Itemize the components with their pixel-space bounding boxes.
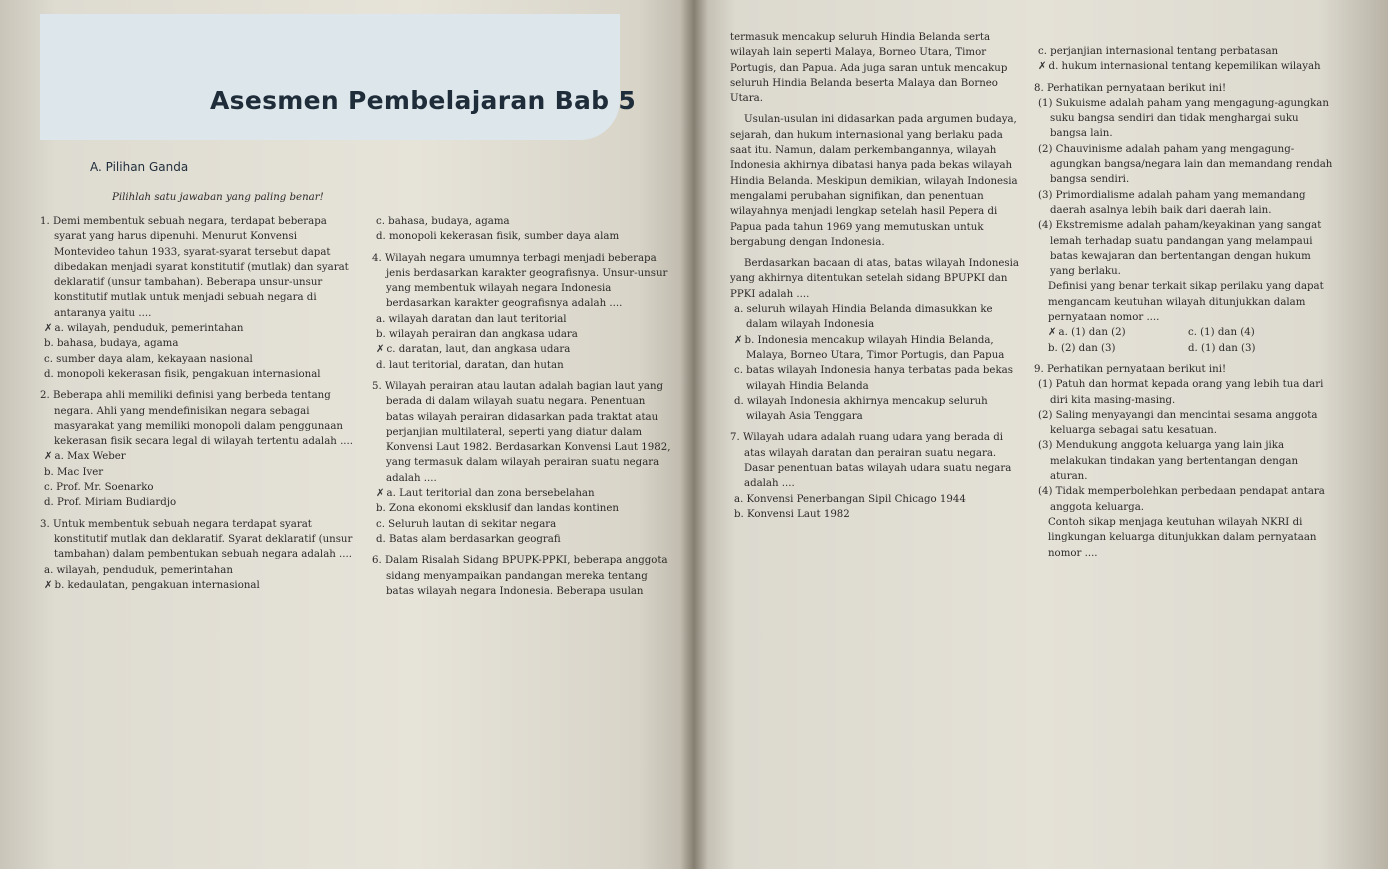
option-3b: ✗ b. kedaulatan, pengakuan internasional	[44, 579, 260, 591]
question-6-prompt: Berdasarkan bacaan di atas, batas wilayah Indonesia yang akhirnya ditentukan setelah sidang BPUPKI dan PPKI adalah ....	[730, 258, 1019, 300]
option-8c: c. (1) dan (4)	[1188, 327, 1255, 339]
check-mark-icon: ✗	[44, 323, 53, 335]
option-8a: ✗ a. (1) dan (2)	[1048, 327, 1126, 339]
option-5c: c. Seluruh lautan di sekitar negara	[376, 518, 557, 530]
option-4c: ✗ c. daratan, laut, dan angkasa udara	[376, 344, 571, 356]
question-3: 3. Untuk membentuk sebuah negara terdapat syarat konstitutif mutlak dan deklaratif. Syarat deklaratif (unsur tambahan) dalam pembentukan sebuah negara adalah ....	[40, 518, 353, 561]
option-5d: d. Batas alam berdasarkan geografi	[376, 533, 561, 545]
option-4a: a. wilayah daratan dan laut teritorial	[376, 313, 567, 325]
statement-9-2: (2) Saling menyayangi dan mencintai sesama anggota keluarga sebagai satu kesatuan.	[1038, 409, 1318, 437]
option-7c: c. perjanjian internasional tentang perbatasan	[1038, 46, 1279, 57]
option-8d: d. (1) dan (3)	[1188, 342, 1256, 354]
passage-2: Usulan-usulan ini didasarkan pada argumen budaya, sejarah, dan hukum internasional yang berlaku pada saat itu. Namun, dalam perkembangannya, wilayah Indonesia akhirnya dibatasi hanya pada bekas wilayah Hindia Belanda. Meskipun demikian, wilayah Indonesia mengalami perubahan signifikan, dan penentuan wilayahnya menjadi lengkap setelah hasil Pepera di Papua pada tahun 1969 yang memutuskan untuk bergabung dengan Indonesia.	[730, 114, 1018, 248]
question-5: 5. Wilayah perairan atau lautan adalah bagian laut yang berada di dalam wilayah suatu negara. Penentuan batas wilayah perairan didasarkan pada traktat atau perjanjian multilateral, seperti yang diatur dalam Konvensi Laut 1982. Berdasarkan Konvensi Laut 1982, yang termasuk dalam wilayah perairan suatu negara adalah ....	[372, 380, 671, 484]
left-column-1	[40, 214, 356, 593]
statement-9-3: (3) Mendukung anggota keluarga yang lain jika melakukan tindakan yang bertentangan dengan aturan.	[1038, 440, 1299, 483]
question-1: 1. Demi membentuk sebuah negara, terdapat beberapa syarat yang harus dipenuhi. Menurut Konvensi Montevideo tahun 1933, syarat-syarat tersebut dapat dibedakan menjadi syarat konstitutif (mutlak) dan syarat deklaratif (unsur tambahan). Beberapa unsur-unsur konstitutif mutlak untuk menjadi sebuah negara di antaranya yaitu ....	[40, 216, 349, 319]
passage-1: termasuk mencakup seluruh Hindia Belanda serta wilayah lain seperti Malaya, Borneo Utara, Timor Portugis, dan Papua. Ada juga saran untuk mencakup seluruh Hindia Belanda beserta Malaya dan Borneo Utara.	[730, 32, 1008, 105]
question-4: 4. Wilayah negara umumnya terbagi menjadi beberapa jenis berdasarkan karakter geografisnya. Unsur-unsur yang membentuk wilayah negara Indonesia berdasarkan karakter geografisnya adalah ....	[372, 252, 668, 310]
check-mark-icon: ✗	[376, 488, 385, 500]
options-row-8-1	[1034, 325, 1334, 340]
option-2d: d. Prof. Miriam Budiardjo	[44, 497, 177, 509]
right-page	[694, 0, 1388, 869]
option-4d: d. laut teritorial, daratan, dan hutan	[376, 359, 564, 371]
check-mark-icon: ✗	[44, 451, 53, 463]
option-5a: ✗ a. Laut teritorial dan zona bersebelahan	[376, 488, 595, 500]
instruction	[112, 190, 402, 205]
option-7b: b. Konvensi Laut 1982	[734, 508, 850, 520]
option-prev-d: d. monopoli kekerasan fisik, sumber daya alam	[376, 231, 620, 243]
option-1b: b. bahasa, budaya, agama	[44, 338, 179, 350]
question-8: 8. Perhatikan pernyataan berikut ini!	[1034, 82, 1227, 94]
instruction-text: Pilihlah satu jawaban yang paling benar!	[112, 192, 324, 203]
option-7d: ✗ d. hukum internasional tentang kepemilikan wilayah	[1038, 61, 1321, 73]
question-6: 6. Dalam Risalah Sidang BPUPK-PPKI, beberapa anggota sidang menyampaikan pandangan mereka tentang batas wilayah negara Indonesia. Beberapa usulan	[372, 555, 668, 597]
left-column-2	[372, 214, 674, 599]
option-4b: b. wilayah perairan dan angkasa udara	[376, 329, 578, 341]
statement-9-1: (1) Patuh dan hormat kepada orang yang lebih tua dari diri kita masing-masing.	[1038, 379, 1324, 406]
option-1d: d. monopoli kekerasan fisik, pengakuan internasional	[44, 368, 321, 380]
right-column-1	[730, 30, 1020, 522]
option-1c: c. sumber daya alam, kekayaan nasional	[44, 353, 253, 365]
option-3a: a. wilayah, penduduk, pemerintahan	[44, 564, 233, 576]
option-6d: d. wilayah Indonesia akhirnya mencakup seluruh wilayah Asia Tenggara	[734, 395, 988, 423]
option-6b: ✗ b. Indonesia mencakup wilayah Hindia Belanda, Malaya, Borneo Utara, Timor Portugis, dan Papua	[734, 334, 1005, 361]
statement-8-1: (1) Sukuisme adalah paham yang mengagung-agungkan suku bangsa sendiri dan tidak menghargai suku bangsa lain.	[1038, 97, 1329, 140]
option-6a: a. seluruh wilayah Hindia Belanda dimasukkan ke dalam wilayah Indonesia	[734, 304, 993, 331]
right-column-2	[1034, 44, 1334, 561]
options-row-8-2	[1034, 341, 1334, 356]
section-heading: A. Pilihan Ganda	[90, 160, 189, 174]
option-6c: c. batas wilayah Indonesia hanya terbatas pada bekas wilayah Hindia Belanda	[734, 365, 1013, 392]
check-mark-icon: ✗	[44, 579, 53, 591]
statement-8-4: (4) Ekstremisme adalah paham/keyakinan yang sangat lemah terhadap suatu pandangan yang melampaui batas kewajaran dan bertentangan dengan hukum yang berlaku.	[1038, 220, 1322, 278]
option-2b: b. Mac Iver	[44, 466, 104, 478]
question-7: 7. Wilayah udara adalah ruang udara yang berada di atas wilayah daratan dan perairan suatu negara. Dasar penentuan batas wilayah udara suatu negara adalah ....	[730, 432, 1012, 490]
page-title: Asesmen Pembelajaran Bab 5	[210, 86, 637, 115]
check-mark-icon: ✗	[1038, 61, 1047, 73]
question-8-prompt: Definisi yang benar terkait sikap perilaku yang dapat mengancam keutuhan wilayah ditunjukkan dalam pernyataan nomor ....	[1048, 281, 1324, 324]
option-5b: b. Zona ekonomi eksklusif dan landas kontinen	[376, 503, 619, 515]
option-7a: a. Konvensi Penerbangan Sipil Chicago 1944	[734, 493, 966, 505]
question-9: 9. Perhatikan pernyataan berikut ini!	[1034, 363, 1227, 375]
option-2c: c. Prof. Mr. Soenarko	[44, 482, 154, 494]
title-band	[40, 14, 620, 140]
option-2a: ✗ a. Max Weber	[44, 451, 126, 463]
statement-9-4: (4) Tidak memperbolehkan perbedaan pendapat antara anggota keluarga.	[1038, 486, 1325, 513]
question-2: 2. Beberapa ahli memiliki definisi yang berbeda tentang negara. Ahli yang mendefinisikan negara sebagai masyarakat yang memiliki monopoli dalam penggunaan kekerasan fisik secara legal di wilayah tertentu adalah ....	[40, 390, 354, 448]
check-mark-icon: ✗	[1048, 327, 1057, 339]
option-8b: b. (2) dan (3)	[1048, 342, 1116, 354]
statement-8-2: (2) Chauvinisme adalah paham yang mengagung-agungkan bangsa/negara lain dan memandang rendah bangsa sendiri.	[1038, 143, 1333, 186]
option-prev-c: c. bahasa, budaya, agama	[376, 216, 510, 227]
book-fold	[680, 0, 708, 869]
statement-8-3: (3) Primordialisme adalah paham yang memandang daerah asalnya lebih baik dari daerah lain.	[1038, 189, 1306, 216]
check-mark-icon: ✗	[376, 344, 385, 356]
check-mark-icon: ✗	[734, 334, 743, 346]
option-1a: ✗ a. wilayah, penduduk, pemerintahan	[44, 323, 244, 335]
question-9-prompt: Contoh sikap menjaga keutuhan wilayah NKRI di lingkungan keluarga ditunjukkan dalam pernyataan nomor ....	[1048, 516, 1317, 559]
